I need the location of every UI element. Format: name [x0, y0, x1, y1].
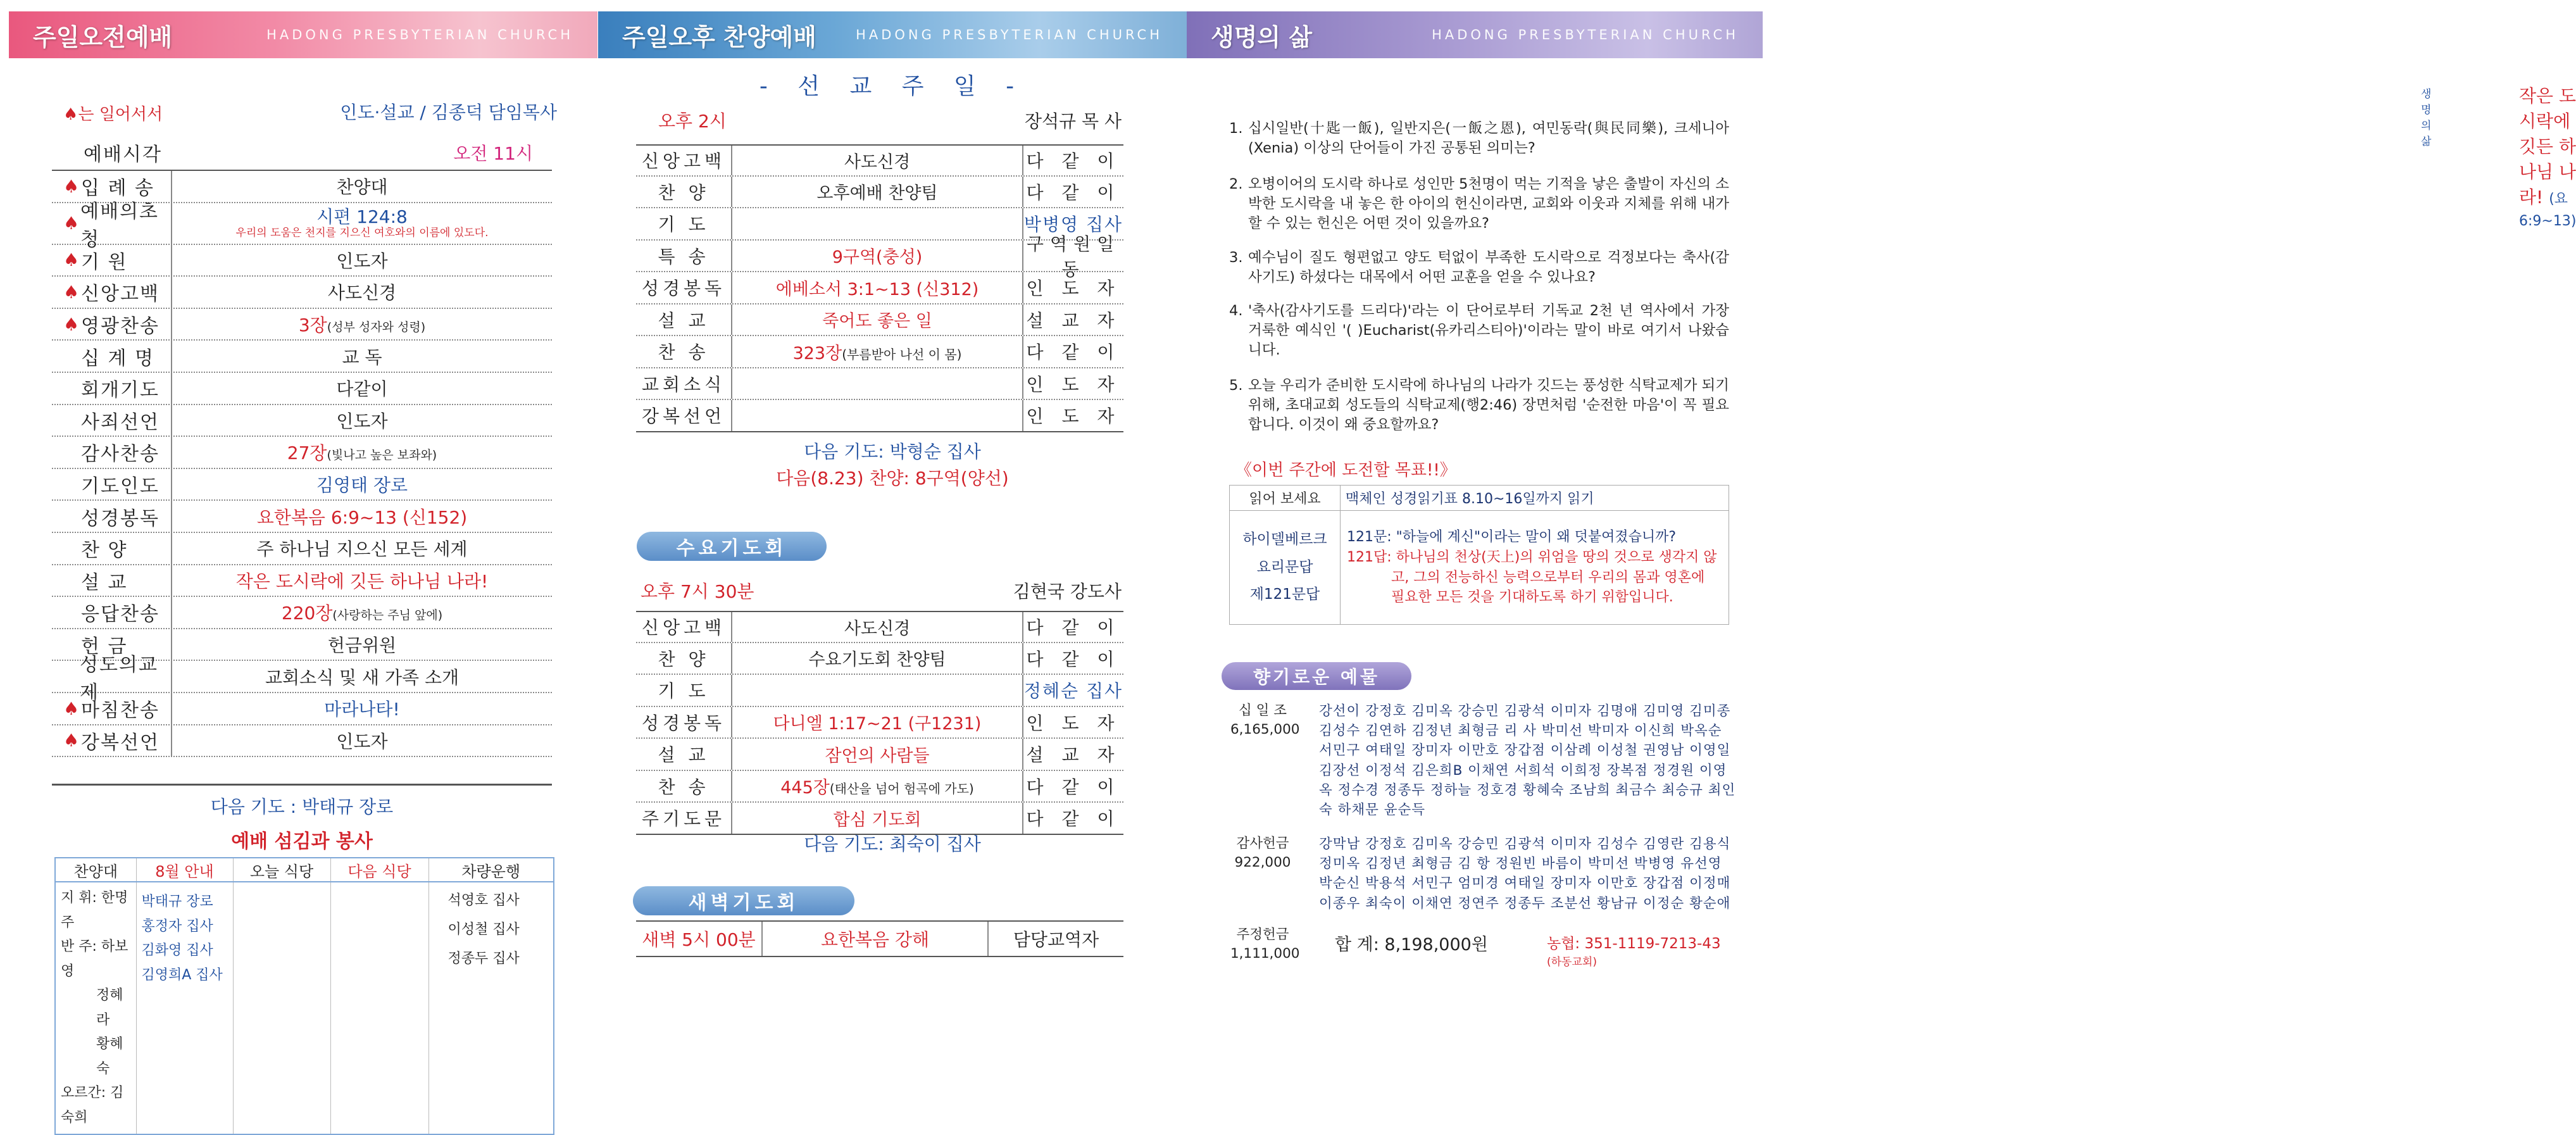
order-row — [52, 405, 552, 437]
order-value: 시편 124:8 우리의 도움은 천지를 지으신 여호와의 이름에 있도다. — [172, 207, 552, 240]
order-person: 인 도 자 — [1022, 272, 1123, 303]
order-row — [636, 368, 1123, 401]
order-row — [52, 653, 552, 704]
offering-total: 합 계: 8,198,000원 — [1335, 935, 1488, 955]
order-note: (빛나고 높은 보좌와) — [327, 448, 437, 463]
order-person: 설 교 자 — [1022, 304, 1123, 335]
dawn-row — [636, 920, 1123, 957]
order-person: 다 같 이 — [1022, 803, 1123, 834]
order-label: 신앙고백 — [636, 146, 732, 175]
order-value: 마라나타! — [324, 699, 400, 720]
order-label: ♠ 강복선언 — [52, 725, 172, 756]
order-label: 성경봉독 — [52, 501, 172, 532]
order-person: 다 같 이 — [1022, 612, 1123, 642]
order-row — [636, 771, 1123, 803]
order-value: 헌금위원 — [327, 635, 397, 656]
order-row — [52, 309, 552, 341]
afternoon-order-table — [636, 144, 1123, 432]
order-content: 사도신경 — [844, 152, 911, 172]
standup-note: ♠는 일어서서 — [63, 105, 163, 124]
order-label: 특 송 — [636, 241, 732, 272]
wednesday-next-prayer: 다음 기도: 최숙이 집사 — [804, 834, 981, 855]
order-row — [52, 565, 552, 598]
order-row — [52, 597, 552, 629]
order-person: 인 도 자 — [1022, 707, 1123, 738]
order-value: 27장(빛나고 높은 보좌와) — [287, 442, 437, 464]
serve-header: 오늘 식당 — [233, 858, 330, 882]
next-kitchen-cell — [330, 882, 428, 1134]
order-label: 강복선언 — [636, 400, 732, 431]
order-row — [52, 469, 552, 501]
order-person: 다 같 이 — [1022, 643, 1123, 674]
life-label: 생명의 삶 — [2421, 88, 2432, 148]
week-title: - 선 교 주 일 - — [759, 73, 1026, 99]
wednesday-title-pill: 수요기도회 — [637, 532, 827, 561]
order-row — [52, 693, 552, 725]
order-row — [636, 233, 1123, 280]
order-value: 220장(사랑하는 주님 앞에) — [281, 603, 443, 624]
order-row — [636, 177, 1123, 209]
order-label: ♠ 신앙고백 — [52, 277, 172, 308]
afternoon-leader: 장석규 목 사 — [1024, 111, 1122, 132]
banner-title: 생명의 삶 — [1211, 23, 1313, 51]
serve-title: 예배 섬김과 봉사 — [231, 831, 373, 853]
order-row — [636, 144, 1123, 177]
order-note: (사랑하는 주님 앞에) — [332, 608, 443, 623]
order-content: 죽어도 좋은 일 — [822, 311, 932, 332]
challenge-table — [1229, 485, 1729, 625]
spade-icon: ♠ — [63, 313, 81, 335]
order-value: 인도자 — [336, 250, 388, 272]
order-content: 오후예배 찬양팀 — [816, 184, 938, 204]
wednesday-leader: 김현국 강도사 — [1013, 581, 1122, 602]
order-note: (성부 성자와 성령) — [327, 320, 426, 335]
order-person: 인 도 자 — [1022, 368, 1123, 399]
order-label: 응답찬송 — [52, 597, 172, 628]
order-person: 다 같 이 — [1022, 336, 1123, 367]
order-row — [636, 336, 1123, 368]
choir-cell — [55, 882, 136, 1134]
catechism-question: 121문: "하늘에 계신"이라는 말이 왜 덧붙여졌습니까? — [1347, 529, 1677, 545]
order-content: 9구역(충성) — [832, 248, 923, 268]
serve-header: 8월 안내 — [136, 858, 233, 882]
question-5: 5. 오늘 우리가 준비한 도시락에 하나님의 나라가 깃드는 풍성한 식탁교제가 되기 위해, 초대교회 성도들의 식탁교제(행2:46) 장면처럼 '순전한 마음'이 꼭 필요합니다. 이것이 왜 중요할까요? — [1229, 377, 1729, 434]
order-value: 작은 도시락에 깃든 하나님 나라! — [235, 570, 489, 592]
order-person: 다 같 이 — [1022, 146, 1123, 175]
order-row — [636, 739, 1123, 771]
order-row — [52, 501, 552, 533]
order-value: 교 독 — [342, 346, 382, 368]
order-value: 다같이 — [336, 379, 388, 400]
choir-conductor: 지 휘: 한명주 — [61, 890, 128, 931]
guide-name: 박태규 장로 — [141, 894, 213, 910]
next-prayer-morning: 다음 기도 : 박태규 장로 — [52, 784, 552, 818]
dawn-title-pill: 새벽기도회 — [633, 886, 854, 915]
order-row — [52, 245, 552, 277]
order-label: ♠ 마침찬송 — [52, 693, 172, 724]
order-person: 구역원일동 — [1022, 241, 1123, 272]
serve-header: 다음 식당 — [330, 858, 428, 882]
order-label: 성도의교제 — [52, 661, 172, 692]
order-content: 에베소서 3:1~13 (신312) — [775, 279, 979, 299]
spade-icon: ♠ — [63, 213, 81, 234]
order-person: 다 같 이 — [1022, 771, 1123, 802]
order-person: 설 교 자 — [1022, 739, 1123, 770]
driver-name: 석영호 집사 — [447, 893, 520, 908]
banner-subtitle: HADONG PRESBYTERIAN CHURCH — [1432, 27, 1739, 42]
offering-tithe — [1230, 701, 1737, 820]
order-label: 설 교 — [636, 304, 732, 335]
order-value: 찬양대 — [336, 177, 388, 198]
order-label: ♠ 예배의초청 — [52, 203, 172, 244]
order-row — [636, 707, 1123, 739]
order-row — [636, 675, 1123, 707]
life-ref: (요6:9~13) — [2519, 191, 2576, 229]
guide-name: 김화영 집사 — [141, 943, 213, 958]
guide-name: 홍정자 집사 — [141, 918, 213, 934]
offering-names: 강선이 강정호 김미옥 강승민 김광석 이미자 김명애 김미영 김미종 김성수 김연하 김정년 최형금 리 사 박미선 박미자 이신희 박옥순 서민구 여태일 장미자 이만호 장갑점 이삼례 이성철 권영남 이영일 김장선 이정석 김은희B 이채연 서희석 이희정 장복점 정경원 이영옥 정수경 정종두 정하늘 정호경 황혜숙 조남희 최금수 최승규 최인숙 하채문 윤순득 — [1319, 703, 1736, 818]
service-time-row — [52, 135, 552, 171]
order-person: 인 도 자 — [1022, 400, 1123, 431]
order-label: ♠ 영광찬송 — [52, 309, 172, 340]
order-person: 다 같 이 — [1022, 177, 1123, 208]
service-time-value: 오전 11시 — [453, 143, 533, 164]
order-value: 요한복음 6:9~13 (신152) — [256, 506, 468, 528]
read-value: 맥체인 성경읽기표 8.10~16일까지 읽기 — [1341, 486, 1729, 511]
order-value: 3장(성부 성자와 성령) — [298, 315, 426, 336]
driver-name: 정종두 집사 — [447, 951, 520, 967]
order-value: 인도자 — [336, 410, 388, 432]
order-value: 김영태 장로 — [316, 475, 408, 496]
order-row — [636, 643, 1123, 675]
order-value: 인도자 — [336, 731, 388, 752]
question-2: 2. 오병이어의 도시락 하나로 성인만 5천명이 먹는 기적을 낳은 출발이 자신의 소박한 도시락을 내 놓은 한 아이의 헌신이라면, 교회와 이웃과 지체를 위해 내가 할 수 있는 헌신은 어떤 것이 있을까요? — [1229, 176, 1729, 232]
order-label: 회개기도 — [52, 373, 172, 404]
order-row — [52, 341, 552, 373]
order-row — [52, 373, 552, 405]
afternoon-time: 오후 2시 — [658, 111, 727, 132]
spade-icon: ♠ — [63, 249, 81, 271]
serve-header: 찬양대 — [55, 858, 136, 882]
order-content: 합심 기도회 — [833, 810, 922, 830]
offering-label: 주정헌금 — [1236, 927, 1289, 943]
order-row — [52, 200, 552, 251]
order-label: 찬 송 — [636, 771, 732, 802]
order-row — [52, 277, 552, 309]
order-content: 사도신경 — [844, 618, 911, 639]
catechism-label: 하이델베르크 요리문답 제121문답 — [1230, 511, 1341, 625]
choir-accompanist: 반 주: 하보영 — [61, 939, 128, 979]
order-content: 445장(태산을 넘어 험곡에 가도) — [780, 778, 974, 798]
morning-leader: 인도·설교 / 김종덕 담임목사 — [340, 102, 557, 123]
order-person: 박병영 집사 — [1022, 208, 1123, 239]
morning-service-column — [0, 0, 598, 1126]
serve-header: 차량운행 — [428, 858, 554, 882]
offering-label: 십 일 조 — [1239, 703, 1287, 718]
life-title: 작은 도시락에 깃든 하나님 나라! (요6:9~13) — [2519, 85, 2576, 229]
choir-accompanist: 정혜라 — [96, 988, 123, 1028]
choir-organ: 오르간: 김숙희 — [61, 1085, 124, 1126]
order-value: 사도신경 — [327, 282, 397, 304]
question-3: 3. 예수님이 질도 형편없고 양도 턱없이 부족한 도시락으로 걱정보다는 축사(감사기도) 하셨다는 대목에서 어떤 교훈을 얻을 수 있나요? — [1229, 249, 1729, 286]
offering-thanks — [1230, 834, 1737, 913]
service-time-label: 예배시각 — [84, 144, 162, 166]
bank-account: 농협: 351-1119-7213-43 (하동교회) — [1547, 936, 1721, 969]
order-row — [52, 725, 552, 758]
order-row — [52, 533, 552, 565]
order-content: 323장(부름받아 나선 이 몸) — [792, 343, 962, 363]
read-label: 읽어 보세요 — [1230, 486, 1341, 511]
catechism-content — [1341, 511, 1729, 625]
spade-icon: ♠ — [63, 281, 81, 303]
question-4: 4. '축사(감사기도를 드리다)'라는 이 단어로부터 기독교 2천 년 역사에서 가장 거룩한 예식인 '( )Eucharist(유카리스티아)'이라는 말이 바로 여기서 나왔습니다. — [1229, 303, 1729, 359]
offering-amount: 6,165,000 — [1230, 722, 1300, 738]
choir-accompanist: 황혜숙 — [96, 1036, 123, 1077]
order-label: 헌 금 — [52, 629, 172, 660]
order-row — [636, 272, 1123, 304]
order-note: 우리의 도움은 천지를 지으신 여호와의 이름에 있도다. — [235, 226, 489, 239]
offering-title-pill: 향기로운 예물 — [1222, 662, 1411, 690]
order-person: 정혜순 집사 — [1022, 675, 1123, 706]
banner-title: 주일오후 찬양예배 — [622, 23, 816, 51]
order-content: 수요기도회 찬양팀 — [808, 650, 946, 670]
order-note: (태산을 넘어 험곡에 가도) — [829, 781, 974, 797]
order-row — [636, 803, 1123, 835]
order-label: 기 도 — [636, 675, 732, 706]
order-label: 기도인도 — [52, 469, 172, 500]
order-label: ♠ 입 례 송 — [52, 171, 172, 202]
order-label: 사죄선언 — [52, 405, 172, 436]
afternoon-next-praise: 다음(8.23) 찬양: 8구역(양선) — [776, 468, 1009, 489]
order-label: 주기도문 — [636, 803, 732, 834]
offering-amount: 1,111,000 — [1230, 946, 1300, 962]
wednesday-time: 오후 7시 30분 — [641, 581, 754, 602]
afternoon-next-prayer: 다음 기도: 박형순 집사 — [804, 441, 981, 462]
order-note: (부름받아 나선 이 몸) — [842, 346, 962, 362]
order-row — [636, 611, 1123, 643]
order-label: 찬 양 — [636, 643, 732, 674]
driver-name: 이성철 집사 — [447, 922, 520, 938]
offering-label: 감사헌금 — [1236, 836, 1289, 851]
banner-title: 주일오전예배 — [33, 23, 173, 51]
wednesday-order-table — [636, 611, 1123, 835]
order-label: 십 계 명 — [52, 341, 172, 372]
challenge-title: 《이번 주간에 도전할 목표!!》 — [1235, 461, 1456, 480]
offering-names: 강막남 강정호 김미옥 강승민 김광석 이미자 김성수 김영란 김용식 정미옥 김정년 최형금 김 항 정원빈 바름이 박미선 박병영 유선영 박순신 박용석 서민구 엄미경 여태일 장미자 이만호 장갑점 이정매 이종우 최숙이 이채연 정연주 정종두 조분선 황남규 이정순 황순애 — [1319, 836, 1731, 912]
order-label: ♠ 기 원 — [52, 245, 172, 276]
guide-cell — [136, 882, 233, 1134]
order-value: 주 하나님 지으신 모든 세계 — [256, 539, 468, 560]
banner-subtitle: HADONG PRESBYTERIAN CHURCH — [266, 27, 573, 42]
spade-icon: ♠ — [63, 730, 81, 751]
order-content: 다니엘 1:17~21 (구1231) — [773, 714, 982, 734]
spade-icon: ♠ — [63, 698, 81, 719]
order-content: 잠언의 사람들 — [825, 746, 930, 766]
order-label: 신앙고백 — [636, 612, 732, 642]
banner-subtitle: HADONG PRESBYTERIAN CHURCH — [856, 27, 1163, 42]
driver-cell — [428, 882, 554, 1134]
order-label: 찬 양 — [636, 177, 732, 208]
catechism-answer: 121답: 하나님의 천상(天上)의 위엄을 땅의 것으로 생각지 않고, 그의 전능하신 능력으로부터 우리의 몸과 영혼에 필요한 모든 것을 기대하도록 하기 위함입니다. — [1347, 549, 1717, 606]
guide-name: 김영희A 집사 — [141, 967, 223, 983]
order-label: 찬 양 — [52, 533, 172, 564]
order-label: 설 교 — [52, 565, 172, 596]
dawn-text: 요한복음 강해 — [820, 929, 930, 950]
order-label: 기 도 — [636, 208, 732, 239]
order-row — [636, 400, 1123, 432]
morning-order-list — [52, 135, 552, 757]
spade-icon: ♠ — [63, 175, 81, 197]
order-label: 성경봉독 — [636, 707, 732, 738]
today-kitchen-cell — [233, 882, 330, 1134]
dawn-time: 새벽 5시 00분 — [636, 922, 763, 956]
order-label: 성경봉독 — [636, 272, 732, 303]
spade-icon: ♠ — [63, 105, 78, 124]
order-label: 교회소식 — [636, 368, 732, 399]
order-label: 찬 송 — [636, 336, 732, 367]
dawn-leader: 담당교역자 — [987, 922, 1123, 956]
morning-header — [63, 95, 557, 127]
order-label: 설 교 — [636, 739, 732, 770]
serve-table — [54, 857, 554, 1135]
order-value: 교회소식 및 새 가족 소개 — [265, 667, 460, 688]
order-row — [636, 304, 1123, 337]
question-1: 1. 십시일반(十匙一飯), 일반지은(一飯之恩), 여민동락(與民同樂), 크세니아(Xenia) 이상의 단어들이 가진 공통된 의미는? — [1229, 120, 1729, 157]
order-row — [52, 437, 552, 469]
offering-amount: 922,000 — [1234, 855, 1291, 871]
order-label: 감사찬송 — [52, 437, 172, 468]
